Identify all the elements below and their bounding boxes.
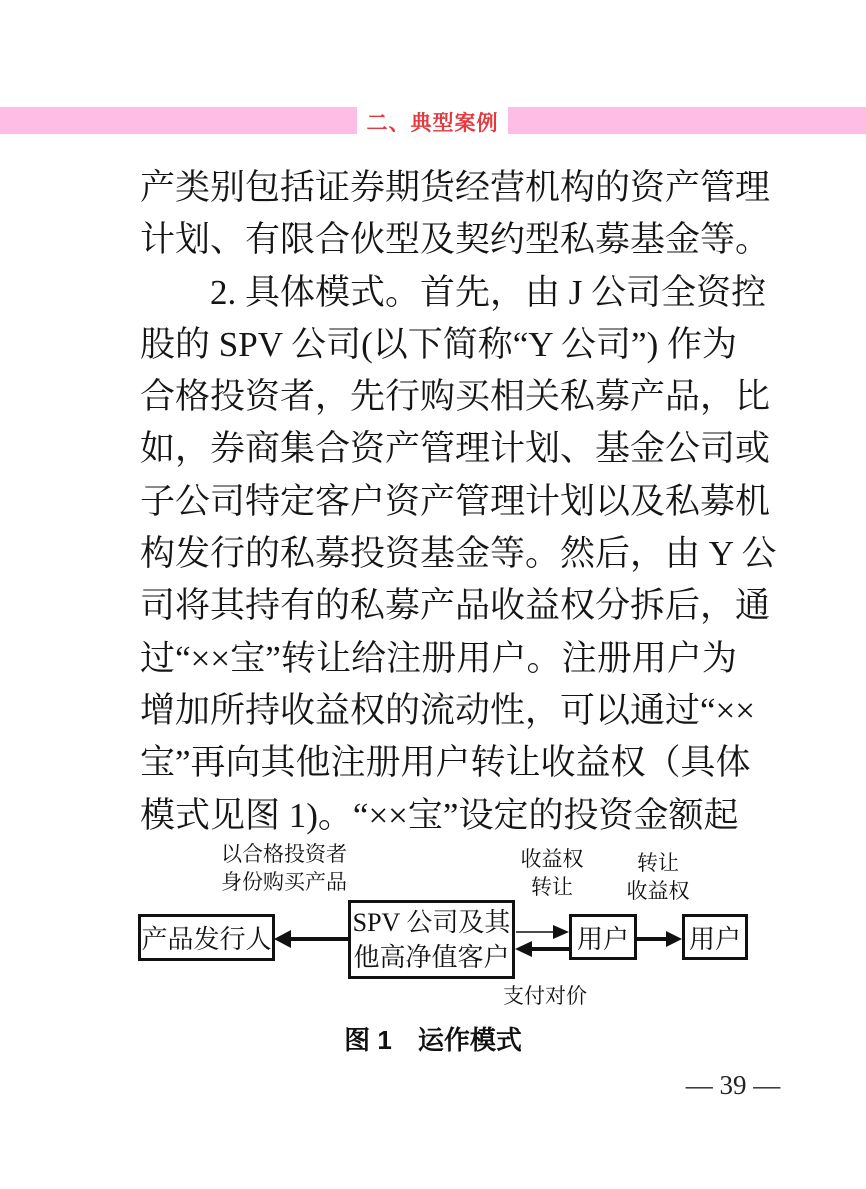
figure-label-retransfer bbox=[598, 849, 718, 905]
figure-box-user1 bbox=[569, 914, 637, 960]
header-title-box bbox=[357, 107, 508, 134]
figure-caption: 图 1 运作模式 bbox=[344, 1025, 522, 1055]
arrow-buy-left-icon bbox=[274, 930, 348, 948]
page-number: — 39 — bbox=[685, 1070, 781, 1100]
body-line: 司将其持有的私募产品收益权分拆后，通 bbox=[140, 586, 771, 626]
figure-box-issuer-label: 产品发行人 bbox=[141, 925, 272, 954]
figure-label-retransfer-line2: 收益权 bbox=[626, 879, 690, 903]
body-line: 构发行的私募投资基金等。然后，由 Y 公 bbox=[140, 534, 777, 574]
arrow-transfer-right-icon bbox=[516, 925, 569, 939]
body-line: 增加所持收益权的流动性，可以通过“×× bbox=[140, 690, 756, 730]
figure-box-user2-label: 用户 bbox=[688, 924, 741, 954]
body-line: 2. 具体模式。首先，由 J 公司全资控 bbox=[210, 272, 767, 312]
figure-label-buy-line2: 身份购买产品 bbox=[221, 870, 347, 894]
body-line: 计划、有限合伙型及契约型私募基金等。 bbox=[140, 220, 771, 260]
figure-label-buy-line1: 以合格投资者 bbox=[221, 842, 347, 866]
body-line: 宝”再向其他注册用户转让收益权（具体 bbox=[140, 743, 751, 783]
figure-box-spv-line2: 他高净值客户 bbox=[353, 942, 510, 972]
arrow-pay-left-icon bbox=[515, 941, 569, 957]
figure-label-retransfer-line1: 转让 bbox=[637, 851, 679, 875]
figure-box-spv-line1: SPV 公司及其 bbox=[352, 907, 511, 937]
figure-label-transfer-line1: 收益权 bbox=[520, 847, 584, 871]
figure-label-transfer-line2: 转让 bbox=[531, 875, 573, 899]
body-line: 产类别包括证券期货经营机构的资产管理 bbox=[140, 168, 771, 207]
arrow-retransfer-right-icon bbox=[637, 931, 682, 947]
section-title: 二、典型案例 bbox=[366, 112, 499, 135]
body-line: 如，券商集合资产管理计划、基金公司或 bbox=[140, 429, 771, 469]
body-line: 股的 SPV 公司(以下简称“Y 公司”) 作为 bbox=[140, 324, 737, 364]
figure-label-transfer bbox=[492, 845, 612, 901]
figure-box-issuer bbox=[138, 914, 275, 961]
header-band bbox=[0, 107, 866, 134]
body-line: 模式见图 1)。“××宝”设定的投资金额起 bbox=[140, 795, 739, 835]
body-line: 合格投资者，先行购买相关私募产品，比 bbox=[140, 377, 771, 417]
figure-label-buy bbox=[221, 840, 347, 896]
body-line: 子公司特定客户资产管理计划以及私募机 bbox=[140, 481, 771, 521]
figure-box-spv bbox=[348, 900, 515, 979]
figure-box-user1-label: 用户 bbox=[576, 924, 629, 954]
figure-box-user2 bbox=[682, 914, 748, 960]
body-line: 过“××宝”转让给注册用户。注册用户为 bbox=[140, 638, 737, 678]
body-paragraph bbox=[140, 162, 777, 842]
figure-label-pay: 支付对价 bbox=[503, 984, 587, 1008]
